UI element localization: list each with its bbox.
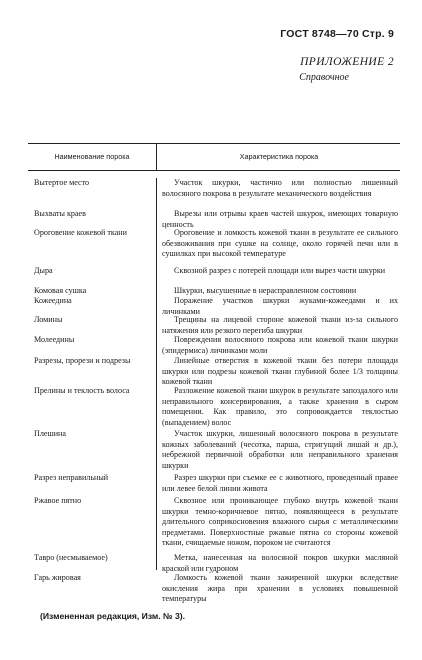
defect-description: Сквозное или проникающее глубоко внутрь кожевой ткани шкурки темно-коричневое пятно, появляющееся в результате длительного соприкосновения влажного сырья с металлическими предметами. Поверхностные ржавые пятна со стороны кожевой ткани, счищаемые ножом, пороком не считаются	[162, 496, 398, 548]
defect-name: Гарь жировая	[34, 573, 81, 582]
defect-description: Сквозной разрез с потерей площади или вырез части шкурки	[174, 266, 386, 275]
defect-name: Выхваты краев	[34, 209, 86, 218]
defect-description: Линейные отверстия в кожевой ткани без потери площади шкурки или подрезы кожевой ткани глубиной более 1/3 толщины кожевой ткани	[162, 356, 398, 387]
defect-description: Разрез шкурки при съемке ее с животного, проведенный правее или левее белой линии живота	[162, 473, 398, 493]
defect-description: Поражение участков шкурки жуками-кожеедами и их личинками	[162, 296, 398, 316]
defect-description: Ороговение и ломкость кожевой ткани в результате ее сильного обезвоживания при сушке на солнце, около горячей печи или в сушилках при высокой температуре	[162, 228, 398, 259]
header-divider	[156, 144, 157, 170]
defect-name: Прелины и теклость волоса	[34, 386, 130, 395]
defect-name: Разрез неправильный	[34, 473, 109, 482]
appendix-subtitle: Справочное	[299, 72, 349, 83]
defect-name: Ороговение кожевой ткани	[34, 228, 127, 237]
defect-name: Ломины	[34, 315, 63, 324]
appendix-title: ПРИЛОЖЕНИЕ 2	[300, 56, 394, 68]
defect-description: Метка, нанесенная на волосяной покров шкурки масляной краской или гудроном	[162, 553, 398, 573]
defect-name: Дыра	[34, 266, 53, 275]
defect-name: Ржавое пятно	[34, 496, 82, 505]
column-header-description: Характеристика порока	[239, 152, 319, 161]
column-divider	[156, 178, 157, 570]
defect-name: Комовая сушка	[34, 286, 87, 295]
standard-header: ГОСТ 8748—70 Стр. 9	[280, 28, 394, 40]
defect-name: Плешина	[34, 429, 66, 438]
table-header	[28, 143, 400, 171]
defect-name: Молеедины	[34, 335, 75, 344]
defect-name: Вытертое место	[34, 178, 90, 187]
amendment-note: (Измененная редакция, Изм. № 3).	[40, 611, 186, 621]
defect-description: Трещины на лицевой стороне кожевой ткани из-за сильного натяжения или резкого перегиба шкурки	[162, 315, 398, 335]
defect-name: Кожеедина	[34, 296, 72, 305]
defect-description: Ломкость кожевой ткани зажиренной шкурки вследствие окисления жира при хранении в условиях повышенной температуры	[162, 573, 398, 604]
defect-name: Тавро (несмываемое)	[34, 553, 108, 562]
defect-description: Вырезы или отрывы краев частей шкурок, имеющих товарную ценность	[162, 209, 398, 229]
column-header-name: Наименование порока	[54, 152, 130, 161]
defect-description: Участок шкурки, частично или полностью лишенный волосяного покрова в результате механического воздействия	[162, 178, 398, 198]
defect-description: Шкурки, высушенные в нерасправленном состоянии	[174, 286, 357, 295]
defect-description: Разложение кожевой ткани шкурок в результате запоздалого или неправильного консервирования, а также хранения в сыром помещении. Как правило, это сопровождается теклостью (выпадением) волос	[162, 386, 398, 427]
defect-name: Разрезы, прорези и подрезы	[34, 356, 131, 365]
defect-description: Участок шкурки, лишенный волосяного покрова в результате кожных заболеваний (чесотка, парша, стригущий лишай и др.), небрежной первичной обработки или неправильного хранения шкурки	[162, 429, 398, 470]
defect-description: Повреждения волосяного покрова или кожевой ткани шкурки (эпидермиса) личинками моли	[162, 335, 398, 355]
